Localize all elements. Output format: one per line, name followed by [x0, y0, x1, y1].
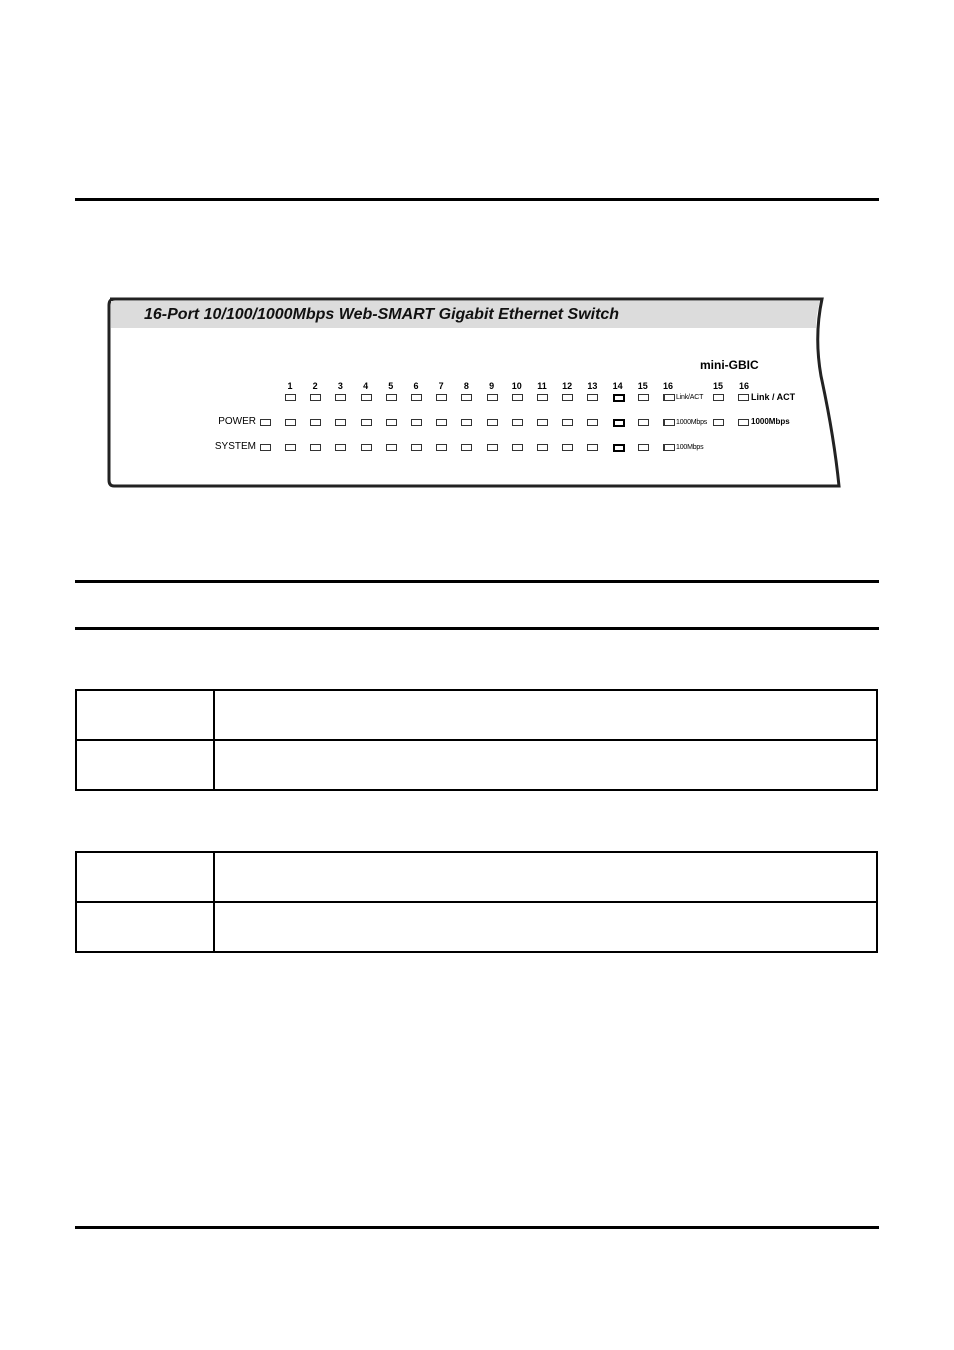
port-led: [638, 394, 649, 401]
table-cell: [214, 690, 877, 740]
port-number: 9: [489, 381, 495, 391]
port-led: [361, 394, 372, 401]
port-led: [562, 419, 573, 426]
table-cell: [76, 690, 214, 740]
port-led: [335, 419, 346, 426]
port-number: 12: [562, 381, 573, 391]
port-led: [537, 394, 548, 401]
port-led: [310, 444, 321, 451]
port-number: 3: [337, 381, 343, 391]
gbic-legend-1000mbps: 1000Mbps: [751, 417, 790, 426]
port-led: [310, 394, 321, 401]
port-led: [411, 444, 422, 451]
table-2: [75, 851, 878, 953]
port-led: [613, 444, 625, 452]
port-number: 13: [587, 381, 598, 391]
port-number: 5: [388, 381, 394, 391]
table-1: [75, 689, 878, 791]
port-led: [562, 444, 573, 451]
port-led: [562, 394, 573, 401]
port-led: [613, 419, 625, 427]
port-led: [436, 444, 447, 451]
port-led: [436, 419, 447, 426]
port-led: [386, 394, 397, 401]
port-number: 4: [363, 381, 369, 391]
port-led: [461, 394, 472, 401]
port-led: [638, 444, 649, 451]
mini-gbic-label: mini-GBIC: [700, 358, 759, 372]
port-led: [411, 394, 422, 401]
top-rule: [75, 198, 879, 201]
port-number: 10: [511, 381, 522, 391]
port-led: [335, 444, 346, 451]
port-number: 8: [463, 381, 469, 391]
table-cell: [76, 902, 214, 952]
gbic-led: [738, 394, 749, 401]
port-number: 11: [537, 381, 547, 391]
power-label: POWER: [218, 416, 256, 427]
port-led: [411, 419, 422, 426]
port-led: [335, 394, 346, 401]
port-led: [436, 394, 447, 401]
port-led: [285, 419, 296, 426]
table-row: [76, 690, 877, 740]
port-led: [487, 444, 498, 451]
port-led: [537, 444, 548, 451]
port-led: [587, 444, 598, 451]
port-led: [285, 444, 296, 451]
port-number: 16: [662, 381, 673, 391]
port-number: 1: [287, 381, 293, 391]
bottom-rule: [75, 1226, 879, 1229]
port-led: [461, 444, 472, 451]
port-number: 14: [612, 381, 623, 391]
section-rule-2: [75, 627, 879, 630]
gbic-legend-link-act: Link / ACT: [751, 392, 796, 402]
port-led: [512, 394, 523, 401]
table-cell: [76, 852, 214, 902]
front-panel-diagram: [104, 296, 850, 492]
port-led: [587, 419, 598, 426]
gbic-port-number: 16: [738, 381, 749, 391]
gbic-led: [713, 419, 724, 426]
system-label: SYSTEM: [214, 441, 256, 452]
table-cell: [214, 740, 877, 790]
port-number: 6: [413, 381, 419, 391]
port-led: [361, 444, 372, 451]
port-led: [386, 444, 397, 451]
port-led: [512, 419, 523, 426]
port-led: [487, 419, 498, 426]
gbic-led: [738, 419, 749, 426]
port-number: 15: [637, 381, 648, 391]
port-led: [487, 394, 498, 401]
table-row: [76, 902, 877, 952]
section-rule-1: [75, 580, 879, 583]
port-led: [587, 394, 598, 401]
legend-led: [664, 419, 675, 426]
table-row: [76, 852, 877, 902]
port-led: [361, 419, 372, 426]
port-led: [386, 419, 397, 426]
port-led: [638, 419, 649, 426]
legend-led: [664, 394, 675, 401]
table-row: [76, 740, 877, 790]
port-led: [310, 419, 321, 426]
system-led: [260, 444, 271, 451]
panel-title: 16-Port 10/100/1000Mbps Web-SMART Gigabit Ethernet Switch: [144, 306, 620, 323]
table-cell: [76, 740, 214, 790]
port-led: [512, 444, 523, 451]
port-led: [613, 394, 625, 402]
table-cell: [214, 902, 877, 952]
port-number: 7: [438, 381, 444, 391]
table-cell: [214, 852, 877, 902]
legend-led: [664, 444, 675, 451]
gbic-led: [713, 394, 724, 401]
legend-link-act: Link/ACT: [676, 394, 704, 401]
power-led: [260, 419, 271, 426]
port-led: [285, 394, 296, 401]
legend-1000mbps: 1000Mbps: [676, 419, 708, 426]
port-led: [461, 419, 472, 426]
legend-100mbps: 100Mbps: [676, 444, 704, 451]
port-number: 2: [312, 381, 318, 391]
gbic-port-number: 15: [712, 381, 723, 391]
port-led: [537, 419, 548, 426]
